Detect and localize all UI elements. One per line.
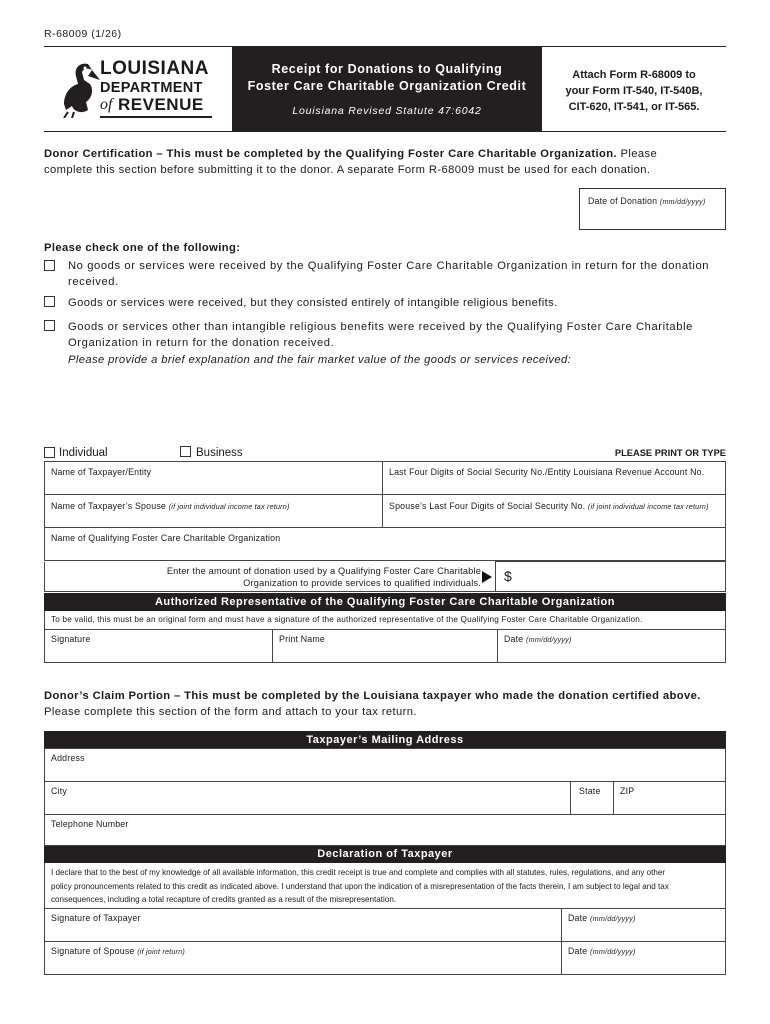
logo-underline bbox=[100, 116, 212, 118]
form-title-line1: Receipt for Donations to Qualifying bbox=[271, 62, 503, 76]
spouse-name-field[interactable] bbox=[44, 494, 383, 528]
spouse-last-four-field[interactable] bbox=[382, 494, 726, 528]
taxpayer-name-label: Name of Taxpayer/Entity bbox=[51, 467, 152, 477]
donor-cert-text1: Please bbox=[620, 148, 658, 160]
spouse-date-format: (mm/dd/yyyy) bbox=[590, 947, 636, 956]
explanation-area[interactable] bbox=[68, 372, 724, 438]
pelican-logo-icon bbox=[58, 58, 102, 118]
telephone-label: Telephone Number bbox=[51, 819, 129, 829]
individual-label: Individual bbox=[59, 447, 108, 459]
rep-date-format: (mm/dd/yyyy) bbox=[526, 635, 572, 644]
logo-of: of bbox=[100, 96, 113, 113]
form-title-box bbox=[232, 47, 542, 131]
spouse-signature-text: Signature of Spouse bbox=[51, 946, 135, 956]
rep-print-name-label: Print Name bbox=[279, 634, 325, 644]
header-bottom-rule bbox=[44, 131, 726, 132]
state-label: State bbox=[579, 786, 601, 796]
attach-line1: Attach Form R-68009 to bbox=[572, 69, 696, 81]
spouse-signature-label bbox=[51, 946, 185, 956]
declaration-line2: policy pronouncements related to this credit as indicated above. I understand that upon the indication of a misrepresentation of the facts therein, I am subject to legal and tax bbox=[51, 881, 669, 891]
spouse-last-four-text: Spouse’s Last Four Digits of Social Security No. bbox=[389, 501, 586, 511]
option-other-goods-line2: Organization in return for the donation received. bbox=[68, 337, 335, 349]
declaration-line1: I declare that to the best of my knowledge of all available information, this credit receipt is true and complete and complies with all statutes, rules, regulations, and any other bbox=[51, 868, 666, 877]
spouse-date-field[interactable] bbox=[561, 941, 726, 975]
validity-note-row bbox=[44, 611, 726, 629]
taxpayer-name-field[interactable] bbox=[44, 461, 383, 495]
amount-instruction-line1: Enter the amount of donation used by a Qualifying Foster Care Charitable bbox=[166, 566, 481, 576]
donor-certification-heading: Donor Certification – This must be completed by the Qualifying Foster Care Charitable Organization. bbox=[44, 148, 617, 160]
spouse-last-four-label bbox=[389, 501, 709, 511]
city-label: City bbox=[51, 786, 67, 796]
logo-revenue: REVENUE bbox=[118, 95, 204, 114]
dollar-sign: $ bbox=[504, 568, 512, 584]
taxpayer-date-text: Date bbox=[568, 913, 588, 923]
spouse-name-label bbox=[51, 501, 290, 511]
amount-instruction-line2: Organization to provide services to qualified individuals. bbox=[243, 577, 481, 588]
business-label: Business bbox=[196, 447, 243, 459]
last-four-ssn-field[interactable] bbox=[382, 461, 726, 495]
option-other-goods-text bbox=[68, 319, 728, 351]
checkbox-other-goods[interactable] bbox=[44, 320, 55, 331]
option-no-goods-text bbox=[68, 258, 728, 290]
date-of-donation-field[interactable] bbox=[579, 188, 726, 230]
declaration-bar: Declaration of Taxpayer bbox=[44, 846, 726, 863]
organization-name-field[interactable] bbox=[44, 527, 726, 561]
telephone-field[interactable] bbox=[44, 814, 726, 846]
taxpayer-date-label bbox=[568, 913, 636, 923]
organization-name-label: Name of Qualifying Foster Care Charitable Organization bbox=[51, 533, 281, 543]
zip-field[interactable] bbox=[613, 781, 726, 815]
option-no-goods-line2: received. bbox=[68, 276, 119, 288]
statute-reference: Louisiana Revised Statute 47:6042 bbox=[292, 105, 482, 117]
attach-instructions bbox=[548, 67, 720, 115]
spouse-date-label bbox=[568, 946, 636, 956]
address-label: Address bbox=[51, 753, 85, 763]
checkbox-individual[interactable] bbox=[44, 447, 55, 458]
explanation-prompt: Please provide a brief explanation and the fair market value of the goods or services received: bbox=[68, 354, 572, 366]
option-no-goods-line1: No goods or services were received by the Qualifying Foster Care Charitable Organization in return for the donation bbox=[68, 260, 710, 272]
authorized-rep-bar: Authorized Representative of the Qualifying Foster Care Charitable Organization bbox=[44, 593, 726, 611]
rep-signature-field[interactable] bbox=[44, 629, 273, 663]
form-title bbox=[232, 61, 542, 95]
spouse-date-text: Date bbox=[568, 946, 588, 956]
amount-instruction bbox=[151, 566, 481, 589]
spouse-name-text: Name of Taxpayer’s Spouse bbox=[51, 501, 167, 511]
rep-print-name-field[interactable] bbox=[272, 629, 498, 663]
print-or-type-note: PLEASE PRINT OR TYPE bbox=[614, 448, 726, 458]
logo-department: DEPARTMENT bbox=[100, 80, 203, 96]
address-field[interactable] bbox=[44, 748, 726, 782]
date-format-hint: (mm/dd/yyyy) bbox=[659, 197, 706, 206]
donor-claim-text bbox=[44, 688, 734, 720]
donation-amount-field[interactable] bbox=[495, 561, 726, 592]
donor-certification-text bbox=[44, 146, 734, 178]
taxpayer-signature-label: Signature of Taxpayer bbox=[51, 913, 141, 923]
rep-date-text: Date bbox=[504, 634, 524, 644]
amount-row bbox=[44, 562, 496, 592]
rep-date-field[interactable] bbox=[497, 629, 726, 663]
mailing-address-bar: Taxpayer’s Mailing Address bbox=[44, 731, 726, 749]
checkbox-business[interactable] bbox=[180, 446, 191, 457]
taxpayer-date-field[interactable] bbox=[561, 908, 726, 942]
spouse-last-four-note: (if joint individual income tax return) bbox=[587, 502, 709, 511]
option-other-goods-line1: Goods or services other than intangible religious benefits were received by the Qualifying Foster Care Charitable bbox=[68, 321, 693, 333]
donor-claim-instruction: Please complete this section of the form and attach to your tax return. bbox=[44, 706, 417, 718]
donor-claim-heading: Donor’s Claim Portion – This must be completed by the Louisiana taxpayer who made the donation certified above. bbox=[44, 690, 701, 702]
spouse-name-note: (if joint individual income tax return) bbox=[168, 502, 290, 511]
donor-cert-text2: complete this section before submitting it to the donor. A separate Form R-68009 must be used for each donation. bbox=[44, 164, 651, 176]
form-title-line2: Foster Care Charitable Organization Credit bbox=[247, 79, 527, 93]
spouse-signature-note: (if joint return) bbox=[137, 947, 185, 956]
logo-louisiana: LOUISIANA bbox=[100, 58, 209, 79]
date-of-donation-text: Date of Donation bbox=[588, 196, 658, 206]
attach-line2: your Form IT-540, IT-540B, bbox=[565, 85, 703, 97]
check-one-heading: Please check one of the following: bbox=[44, 242, 241, 254]
arrow-right-icon bbox=[482, 571, 492, 583]
declaration-text bbox=[51, 866, 723, 907]
spouse-signature-field[interactable] bbox=[44, 941, 562, 975]
checkbox-religious-benefits[interactable] bbox=[44, 296, 55, 307]
taxpayer-signature-field[interactable] bbox=[44, 908, 562, 942]
option-religious-text: Goods or services were received, but they consisted entirely of intangible religious benefits. bbox=[68, 297, 558, 309]
declaration-text-box bbox=[44, 863, 726, 909]
rep-signature-label: Signature bbox=[51, 634, 91, 644]
checkbox-no-goods[interactable] bbox=[44, 260, 55, 271]
last-four-ssn-label: Last Four Digits of Social Security No./Entity Louisiana Revenue Account No. bbox=[389, 467, 705, 477]
zip-label: ZIP bbox=[620, 786, 635, 796]
city-field[interactable] bbox=[44, 781, 571, 815]
validity-note: To be valid, this must be an original form and must have a signature of the authorized representative of the Qualifying Foster Care Charitable Organization. bbox=[51, 615, 643, 624]
declaration-line3: consequences, including a total recapture of credits granted as a result of the misrepresentation. bbox=[51, 895, 397, 904]
rep-date-label bbox=[504, 634, 572, 644]
state-field[interactable] bbox=[570, 781, 614, 815]
date-of-donation-label bbox=[588, 196, 705, 206]
attach-line3: CIT-620, IT-541, or IT-565. bbox=[568, 101, 700, 113]
form-number: R-68009 (1/26) bbox=[44, 28, 122, 40]
taxpayer-date-format: (mm/dd/yyyy) bbox=[590, 914, 636, 923]
